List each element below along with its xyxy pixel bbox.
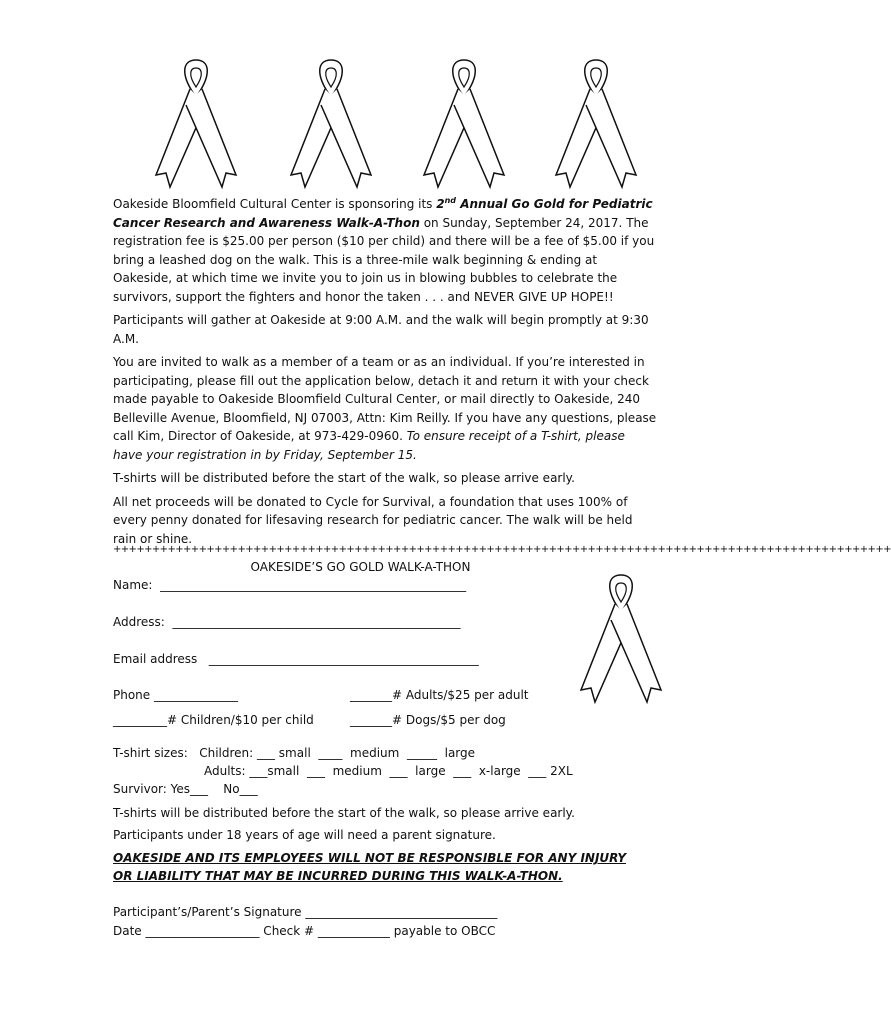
awareness-ribbon-icon (418, 55, 510, 195)
intro-paragraph (113, 195, 658, 306)
tshirt-note: T-shirts will be distributed before the start of the walk, so please arrive early. (113, 806, 575, 820)
dogs-count-field[interactable]: _______# Dogs/$5 per dog (350, 713, 506, 727)
phone-field[interactable]: Phone ______________ (113, 688, 238, 702)
detach-line: ++++++++++++++++++++++++++++++++++++++++++++++++++++++++++++++++++++++++++++++++++++++++++++++++++++ (113, 544, 891, 555)
address-field[interactable]: Address: ________________________________________________ (113, 615, 461, 629)
tshirt-paragraph: T-shirts will be distributed before the start of the walk, so please arrive early. (113, 471, 575, 485)
awareness-ribbon-icon (150, 55, 242, 195)
intro-text: on Sunday, September 24, 2017. The registration fee is $25.00 per person ($10 per child) and there will be a fee of $5.00 if you bring a leashed dog on the walk. This is a three-mile walk beginning & ending at Oakeside, at which time we invite you to join us in blowing bubbles to celebrate the survivors, support the fighters and honor the taken . . . and NEVER GIVE UP HOPE!! (113, 215, 655, 304)
email-field[interactable]: Email address _____________________________________________ (113, 652, 479, 666)
ribbon-banner (140, 55, 660, 200)
awareness-ribbon-icon (575, 570, 667, 710)
tshirt-children-sizes[interactable]: T-shirt sizes: Children: ___ small ____ medium _____ large (113, 746, 476, 760)
survivor-field[interactable]: Survivor: Yes___ No___ (113, 782, 258, 796)
children-count-field[interactable]: _________# Children/$10 per child (113, 713, 314, 727)
signature-field[interactable]: Participant’s/Parent’s Signature ________________________________ (113, 905, 498, 919)
name-field[interactable]: Name: ___________________________________________________ (113, 578, 467, 592)
date-check-field[interactable]: Date ___________________ Check # ____________ payable to OBCC (113, 924, 496, 938)
registration-paragraph (113, 353, 658, 464)
liability-disclaimer: OR LIABILITY THAT MAY BE INCURRED DURING THIS WALK-A-THON. (113, 869, 563, 883)
awareness-ribbon-icon (285, 55, 377, 195)
adults-count-field[interactable]: _______# Adults/$25 per adult (350, 688, 529, 702)
awareness-ribbon-icon (550, 55, 642, 195)
registration-text: You are invited to walk as a member of a team or as an individual. If you’re interested in participating, please fill out the application below, detach it and return it with your check made payable to Oakeside Bloomfield Cultural Center, or mail directly to Oakeside, 240 Belleville Avenue, Bloomfield, NJ 07003, Attn: Kim Reilly. If you have any questions, please call Kim, Director of Oakeside, at 973-429-0960. (113, 355, 657, 443)
intro-section (113, 195, 891, 555)
parent-signature-note: Participants under 18 years of age will need a parent signature. (113, 828, 496, 842)
proceeds-paragraph: All net proceeds will be donated to Cycle for Survival, a foundation that uses 100% of every penny donated for lifesaving research for pediatric cancer. The walk will be held rain or shine. (113, 494, 633, 546)
gathering-paragraph: Participants will gather at Oakeside at 9:00 A.M. and the walk will begin promptly at 9:30 A.M. (113, 313, 649, 346)
event-ordinal: 2nd (436, 196, 457, 211)
event-name: Annual Go Gold for Pediatric Cancer Research and Awareness Walk-A-Thon (113, 197, 653, 230)
form-title: OAKESIDE’S GO GOLD WALK-A-THON (250, 560, 471, 574)
tshirt-adult-sizes[interactable]: Adults: ___small ___ medium ___ large ___ x-large ___ 2XL (204, 764, 573, 778)
tshirt-deadline-note: To ensure receipt of a T-shirt, please have your registration in by Friday, September 15. (113, 429, 625, 462)
intro-text: Oakeside Bloomfield Cultural Center is sponsoring its (113, 197, 437, 211)
liability-disclaimer: OAKESIDE AND ITS EMPLOYEES WILL NOT BE RESPONSIBLE FOR ANY INJURY (113, 851, 627, 865)
